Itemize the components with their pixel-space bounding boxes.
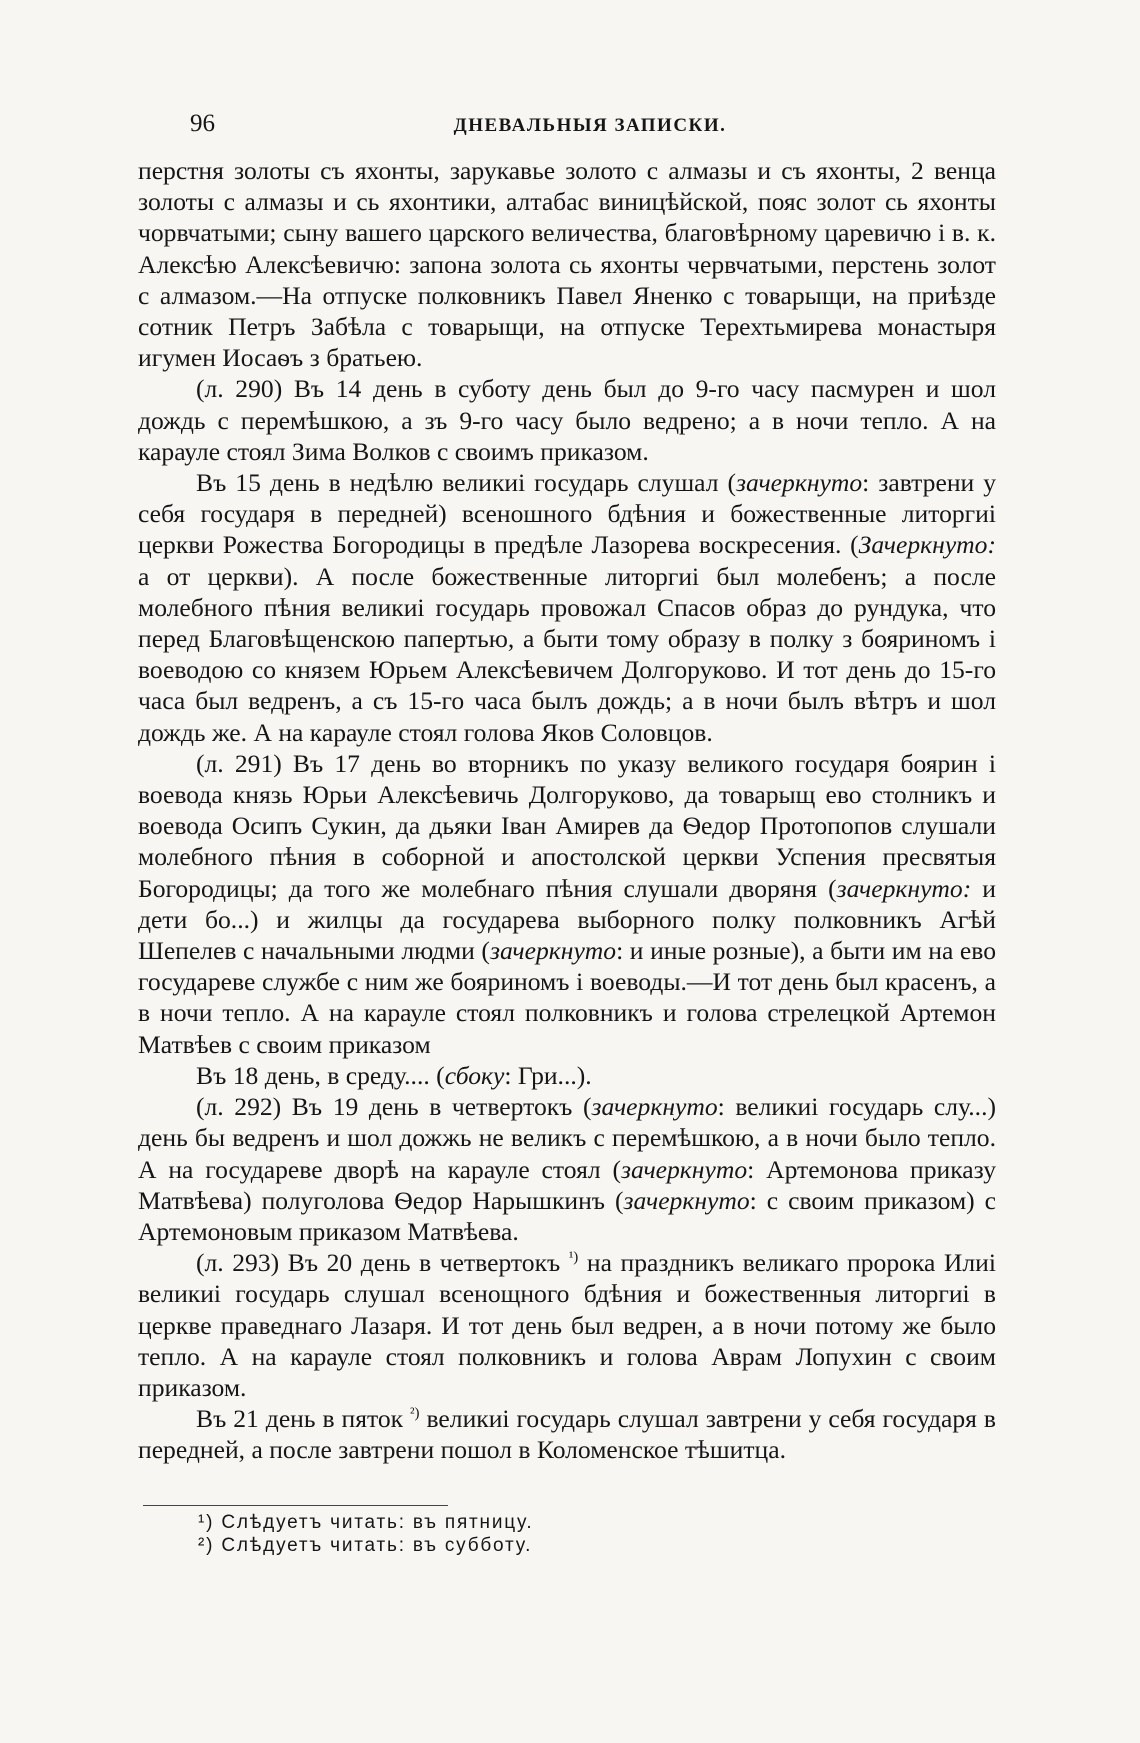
- paragraph: [138, 1060, 996, 1091]
- text-run: : с своим приказом) с Артемоновым приказом Матвѣева.: [138, 1185, 997, 1246]
- footnote-ref: ¹): [568, 1249, 579, 1266]
- text-run: : Артемонова приказу Матвѣева) полуголова Ѳедор Нарышкинъ (: [138, 1154, 996, 1215]
- page-number: 96: [190, 110, 215, 137]
- text-run: а от церкви). А после божественные литоргиі был молебенъ; а после молебного пѣния великиі государь провожал Спасов образ до рундука, что перед Благовѣщенскою папертью, а быти тому образу в полку з бояриномъ і воеводою со князем Юрьем Алексѣевичем Долгоруково. И тот день до 15-го часа был ведренъ, а съ 15-го часа былъ дождь; а в ночи былъ вѣтръ и шол дождь же. А на карауле стоял голова Яков Соловцов.: [138, 561, 996, 747]
- editorial-note: зачеркнуто: [736, 468, 863, 498]
- text-run: (л. 290) Въ 14 день в суботу день был до 9-го часу пасмурен и шол дождь с перемѣшкою, а зъ 9-го часу было ведрено; а в ночи тепло. А на карауле стоял Зима Волков с своимъ приказом.: [138, 374, 996, 466]
- page-body-text: [138, 155, 996, 1466]
- editorial-note: зачеркнуто: [489, 936, 617, 966]
- editorial-note: зачеркнуто: [623, 1185, 750, 1215]
- editorial-note: зачеркнуто:: [836, 873, 972, 903]
- text-run: : великиі государь слу...) день бы ведренъ и шол дожжь не великъ с перемѣшкою, а в ночи было тепло. А на государеве дворѣ на карауле стоял (: [138, 1092, 996, 1184]
- text-run: : Гри...).: [504, 1060, 592, 1090]
- footnote-1: ¹) Слѣдуетъ читать: въ пятницу.: [198, 1512, 534, 1533]
- text-run: и дети бо...) и жилцы да государева выборного полку полковникъ Агѣй Шепелев с начальными людми (: [138, 873, 996, 966]
- text-run: (л. 291) Въ 17 день во вторникъ по указу великого государя боярин і воевода князь Юрьи Алексѣевичь Долгоруково, да товарыщ ево столникъ и воевода Осипъ Сукин, да дьяки Іван Амирев да Ѳедор Протопопов слушали молебного пѣния в соборной и апостолской церкви Успения пресвятыя Богородицы; да того же молебнаго пѣния слушали дворяня (: [138, 748, 996, 903]
- paragraph: [138, 155, 996, 373]
- text-run: перстня золоты съ яхонты, зарукавье золото с алмазы и съ яхонты, 2 венца золоты с алмазы и сь яхонтики, алтабас виницѣйской, пояс золот сь яхонты чорвчатыми; сыну вашего царского величества, благовѣрному царевичю і в. к. Алексѣю Алексѣевичю: запона золота сь яхонты червчатыми, перстень золот с алмазом.—На отпуске полковникъ Павел Яненко с товарыщи, на приѣзде сотник Петръ Забѣла с товарыщи, на отпуске Терехтьмирева монастыря игумен Иосаѳъ з братьею.: [138, 156, 996, 373]
- text-run: Въ 18 день, в среду.... (: [196, 1060, 445, 1090]
- text-run: на праздникъ великаго пророка Илиі великиі государь слушал всенощного бдѣния и божественныя литоргиі в церкве праведнаго Лазаря. И тот день был ведрен, а в ночи потому же было тепло. А на карауле стоял полковникъ и голова Аврам Лопухин с своим приказом.: [138, 1248, 996, 1402]
- paragraph: [138, 467, 996, 748]
- text-run: (л. 292) Въ 19 день в четвертокъ (: [196, 1092, 592, 1122]
- text-run: : и иные розные), а быти им на ево государеве службе с ним же бояриномъ і воеводы.—И тот день был красенъ, а в ночи тепло. А на карауле стоял полковникъ и голова стрелецкой Артемон Матвѣев с своим приказом: [138, 936, 997, 1059]
- paragraph: [138, 1247, 996, 1403]
- paragraph: [138, 373, 996, 467]
- footnotes: [198, 1511, 533, 1557]
- paragraph: [138, 1403, 996, 1465]
- text-run: Въ 21 день в пяток: [196, 1404, 411, 1434]
- footnote-2: ²) Слѣдуетъ читать: въ субботу.: [198, 1535, 533, 1556]
- editorial-note: сбоку: [444, 1060, 505, 1090]
- text-run: Въ 15 день в недѣлю великиі государь слушал (: [196, 468, 737, 498]
- paragraph: [138, 748, 996, 1060]
- editorial-note: зачеркнуто: [621, 1154, 748, 1184]
- footnote-ref: ²): [410, 1405, 420, 1422]
- text-run: великиі государь слушал завтрени у себя государя в передней, а после завтрени пошол в Коломенское тѣшитца.: [138, 1404, 996, 1465]
- editorial-note: Зачеркнуто:: [858, 530, 996, 560]
- text-run: : завтрени у себя государя в передней) всеношного бдѣния и божественные литоргиі церкви Рожества Богородицы в предѣле Лазорева воскресения. (: [138, 468, 996, 560]
- text-run: (л. 293) Въ 20 день в четвертокъ: [196, 1248, 569, 1278]
- paragraph: [138, 1091, 996, 1247]
- running-title: ДНЕВАЛЬНЫЯ ЗАПИСКИ.: [453, 115, 727, 136]
- editorial-note: зачеркнуто: [591, 1092, 718, 1122]
- footnote-rule: [143, 1505, 448, 1506]
